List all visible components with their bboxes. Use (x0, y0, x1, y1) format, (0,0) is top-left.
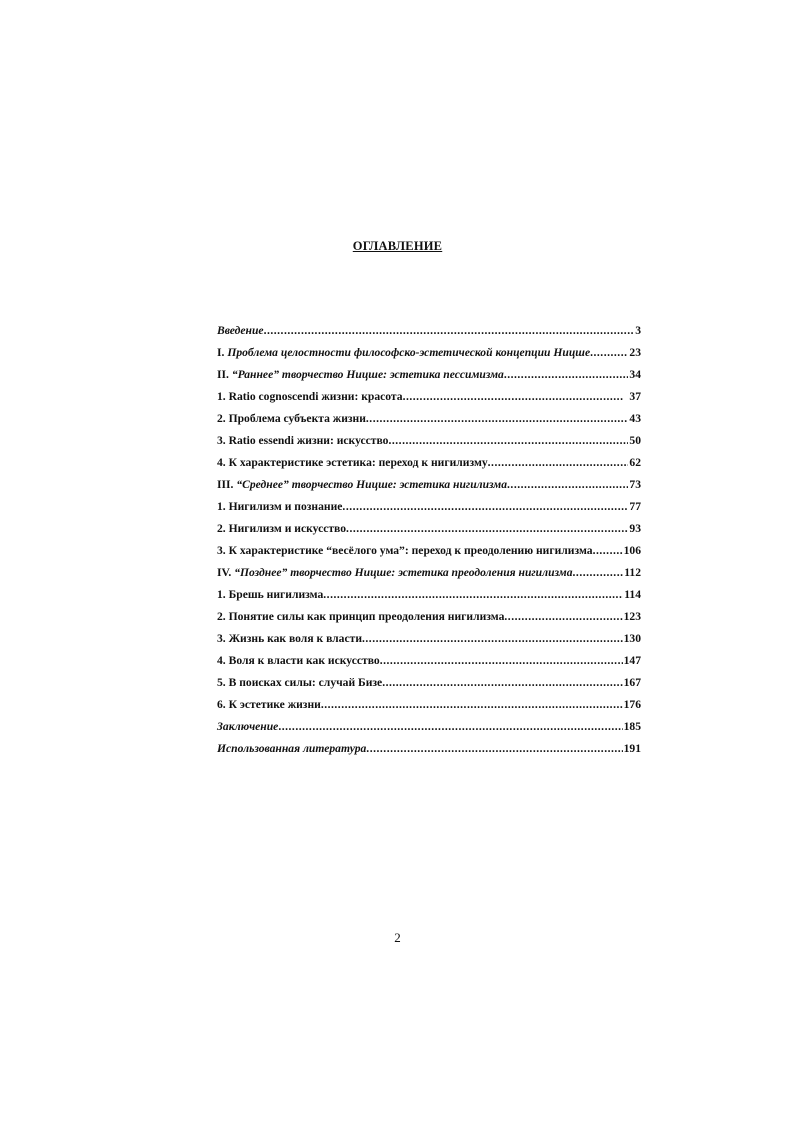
toc-leader-dots (507, 474, 628, 496)
toc-entry-text (217, 430, 388, 452)
toc-entry-page: 3 (635, 324, 641, 337)
toc-entry-text (217, 540, 593, 562)
toc-entry-9 (217, 518, 641, 540)
toc-entry-page: 37 (629, 390, 641, 403)
toc-entry-17 (217, 694, 641, 716)
toc-leader-dots (342, 496, 628, 518)
toc-entry-page: 130 (623, 632, 641, 645)
toc-entry-prefix: 5. (217, 676, 229, 689)
toc-entry-prefix: 1. (217, 390, 229, 403)
toc-entry-page: 77 (629, 500, 641, 513)
toc-leader-dots (504, 606, 622, 628)
toc-entry-text (217, 452, 488, 474)
toc-entry-page: 62 (629, 456, 641, 469)
toc-entry-prefix: III. (217, 478, 237, 491)
toc-leader-dots (323, 584, 623, 606)
toc-leader-dots (590, 342, 628, 364)
toc-entry-text (217, 364, 504, 386)
toc-entry-prefix: II. (217, 368, 232, 381)
toc-entry-5 (217, 430, 641, 452)
toc-entry-text (217, 672, 382, 694)
toc-entry-page: 50 (629, 434, 641, 447)
toc-entry-label: Воля к власти как искусство (228, 654, 380, 667)
toc-entry-text (217, 342, 590, 364)
toc-entry-text (217, 628, 362, 650)
toc-leader-dots (488, 452, 629, 474)
toc-entry-label: К эстетике жизни (228, 698, 321, 711)
toc-entry-16 (217, 672, 641, 694)
toc-entry-page: 185 (623, 720, 641, 733)
toc-entry-label: В поисках силы: случай Бизе (228, 676, 383, 689)
toc-leader-dots (573, 562, 624, 584)
toc-entry-prefix: 2. (217, 412, 229, 425)
toc-entry-prefix: IV. (217, 566, 235, 579)
toc-entry-page: 43 (629, 412, 641, 425)
toc-leader-dots (346, 518, 628, 540)
toc-entry-15 (217, 650, 641, 672)
toc-leader-dots (388, 430, 628, 452)
toc-entry-text (217, 408, 366, 430)
toc-entry-page: 147 (623, 654, 641, 667)
page-number: 2 (394, 930, 401, 945)
toc-leader-dots (382, 672, 622, 694)
table-of-contents (217, 320, 641, 760)
toc-entry-12 (217, 584, 641, 606)
toc-entry-label: Проблема субъекта жизни (228, 412, 366, 425)
toc-entry-text (217, 386, 403, 408)
toc-leader-dots (321, 694, 623, 716)
toc-entry-11 (217, 562, 641, 584)
toc-entry-4 (217, 408, 641, 430)
toc-entry-label: Понятие силы как принцип преодоления нигилизма (228, 610, 505, 623)
toc-entry-text (217, 584, 323, 606)
toc-leader-dots (278, 716, 622, 738)
toc-leader-dots (380, 650, 623, 672)
toc-entry-label: Заключение (217, 720, 279, 733)
toc-entry-13 (217, 606, 641, 628)
toc-entry-label: Ratio essendi жизни: искусство (228, 434, 389, 447)
toc-entry-3 (217, 386, 641, 408)
toc-entry-page: 123 (623, 610, 641, 623)
toc-entry-text (217, 474, 507, 496)
toc-entry-prefix: 3. (217, 632, 229, 645)
toc-entry-14 (217, 628, 641, 650)
toc-entry-text (217, 650, 380, 672)
toc-entry-label: Нигилизм и познание (228, 500, 343, 513)
toc-entry-10 (217, 540, 641, 562)
toc-entry-prefix: 4. (217, 456, 229, 469)
toc-entry-label: К характеристике эстетика: переход к нигилизму (228, 456, 488, 469)
toc-entry-label: Использованная литература (217, 742, 367, 755)
toc-entry-8 (217, 496, 641, 518)
toc-entry-page: 176 (623, 698, 641, 711)
toc-entry-page: 112 (624, 566, 641, 579)
toc-entry-2 (217, 364, 641, 386)
toc-entry-label: Брешь нигилизма (228, 588, 324, 601)
toc-entry-text (217, 738, 366, 760)
toc-entry-prefix: 6. (217, 698, 229, 711)
toc-entry-label: К характеристике “весёлого ума”: переход к преодолению нигилизма (228, 544, 593, 557)
toc-entry-19 (217, 738, 641, 760)
toc-entry-6 (217, 452, 641, 474)
toc-entry-7 (217, 474, 641, 496)
toc-entry-page: 93 (629, 522, 641, 535)
toc-entry-page: 34 (629, 368, 641, 381)
toc-entry-label: Введение (217, 324, 264, 337)
toc-leader-dots (366, 408, 629, 430)
toc-entry-prefix: 2. (217, 610, 229, 623)
toc-entry-label: Жизнь как воля к власти (228, 632, 362, 645)
toc-entry-text (217, 716, 278, 738)
toc-entry-page: 106 (623, 544, 641, 557)
toc-entry-prefix: 4. (217, 654, 229, 667)
toc-entry-text (217, 496, 342, 518)
toc-entry-text (217, 606, 504, 628)
toc-entry-prefix: 3. (217, 544, 229, 557)
toc-entry-label: “Позднее” творчество Ницше: эстетика преодоления нигилизма (234, 566, 573, 579)
toc-entry-label: Проблема целостности философско-эстетической концепции Ницше (227, 346, 591, 359)
toc-entry-prefix: 3. (217, 434, 229, 447)
toc-entry-prefix: 1. (217, 588, 229, 601)
toc-entry-label: “Среднее” творчество Ницше: эстетика нигилизма (236, 478, 508, 491)
toc-leader-dots (504, 364, 629, 386)
toc-heading: ОГЛАВЛЕНИЕ (352, 239, 443, 253)
toc-entry-label: Ratio cognoscendi жизни: красота (228, 390, 403, 403)
toc-entry-18 (217, 716, 641, 738)
toc-entry-text (217, 694, 321, 716)
toc-entry-label: Нигилизм и искусство (228, 522, 347, 535)
toc-entry-prefix: I. (217, 346, 228, 359)
toc-entry-page: 167 (623, 676, 641, 689)
toc-entry-page: 73 (629, 478, 641, 491)
toc-leader-dots (362, 628, 623, 650)
toc-entry-page: 23 (629, 346, 641, 359)
toc-leader-dots (366, 738, 622, 760)
toc-entry-page: 114 (624, 588, 641, 601)
toc-entry-0 (217, 320, 641, 342)
toc-entry-text (217, 518, 346, 540)
toc-entry-prefix: 2. (217, 522, 229, 535)
toc-leader-dots (593, 540, 623, 562)
toc-entry-text (217, 320, 264, 342)
toc-entry-text (217, 562, 573, 584)
toc-leader-dots (264, 320, 635, 342)
toc-leader-dots (403, 386, 625, 408)
toc-entry-prefix: 1. (217, 500, 229, 513)
toc-entry-label: “Раннее” творчество Ницше: эстетика пессимизма (231, 368, 504, 381)
toc-entry-page: 191 (623, 742, 641, 755)
toc-entry-1 (217, 342, 641, 364)
